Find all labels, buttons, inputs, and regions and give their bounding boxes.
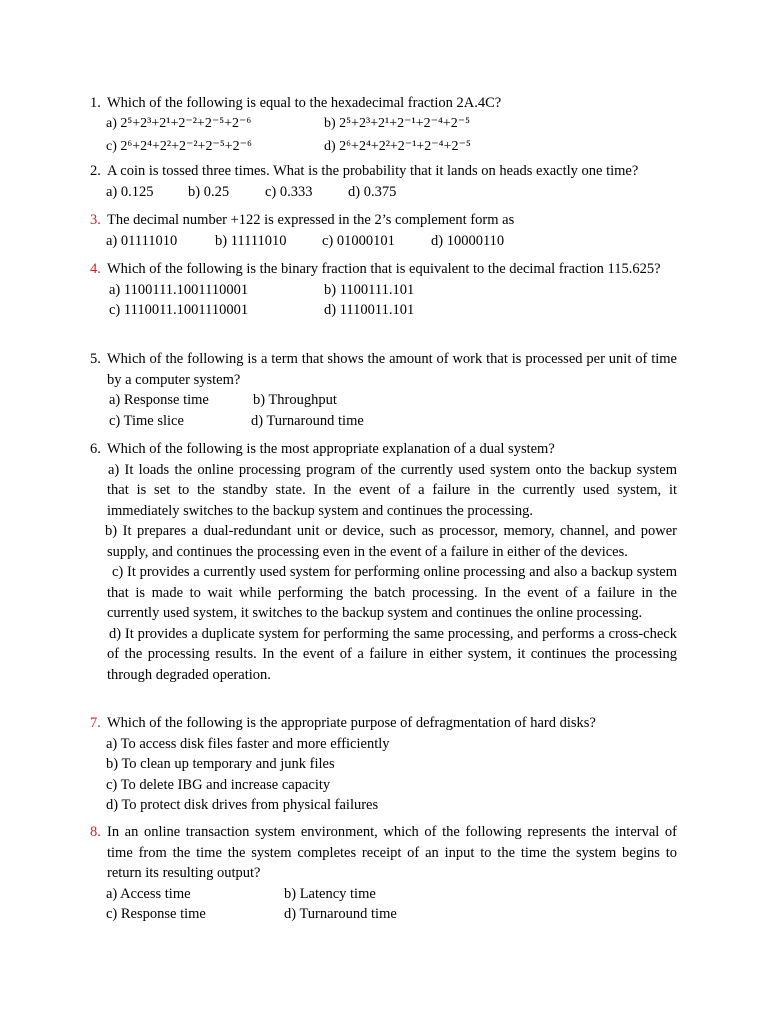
q4-option-a: a) 1100111.1001110001 xyxy=(109,281,249,298)
question-3-number: 3. xyxy=(90,212,101,228)
question-7-text: 7. Which of the following is the appropriate purpose of defragmentation of hard disks? xyxy=(90,713,677,734)
q6-option-c: c) It provides a currently used system for performing online processing and also a backup system that is made to wait while performing the batch processing. In the event of a failure in the currently used system, it switches to the backup system and continues the online processing. xyxy=(107,564,677,621)
question-5 xyxy=(90,349,677,431)
q6-option-a: a) It loads the online processing program of the currently used system onto the backup system that is set to the standby state. In the event of a failure in the currently used system, it immediately switches to the backup system and continues the processing. xyxy=(107,461,677,519)
question-4-number: 4. xyxy=(90,261,101,277)
q7-option-d: d) To protect disk drives from physical failures xyxy=(106,797,379,813)
q8-option-c: c) Response time xyxy=(106,906,206,922)
question-2-text: 2. A coin is tossed three times. What is the probability that it lands on heads exactly one time? xyxy=(90,161,677,182)
question-7 xyxy=(90,713,677,816)
q5-option-c: c) Time slice xyxy=(109,412,184,429)
question-1-number: 1. xyxy=(90,95,101,111)
question-3 xyxy=(90,210,677,251)
question-5-number: 5. xyxy=(90,351,101,367)
q5-option-d: d) Turnaround time xyxy=(251,412,364,429)
q3-option-a: a) 01111010 xyxy=(106,232,178,249)
question-7-number: 7. xyxy=(90,715,101,731)
question-5-text: 5. Which of the following is a term that shows the amount of work that is processed per unit of time by a computer system? xyxy=(90,351,677,388)
q1-option-b: b) 2⁵+2³+2¹+2⁻¹+2⁻⁴+2⁻⁵ xyxy=(324,115,471,131)
question-6 xyxy=(90,439,677,685)
q5-option-a: a) Response time xyxy=(109,392,209,408)
q8-option-d: d) Turnaround time xyxy=(284,906,397,922)
q2-option-a: a) 0.125 xyxy=(106,183,154,200)
q1-option-c: c) 2⁶+2⁴+2²+2⁻²+2⁻⁵+2⁻⁶ xyxy=(106,138,252,154)
q4-option-b: b) 1100111.101 xyxy=(324,281,415,298)
q6-option-b: b) It prepares a dual-redundant unit or device, such as processor, memory, channel, and power supply, and continues the processing even in the event of a failure in either of the devices. xyxy=(105,523,677,560)
q7-option-b: b) To clean up temporary and junk files xyxy=(106,756,335,772)
question-8-text: 8. In an online transaction system environment, which of the following represents the interval of time from the time the system completes receipt of an input to the time the system begins to return its resulting output? xyxy=(90,824,677,881)
q6-option-d: d) It provides a duplicate system for performing the same processing, and performs a cross-check of the processing results. In the event of a failure in either system, it continues the processing through degraded operation. xyxy=(107,625,677,683)
q3-option-b: b) 11111010 xyxy=(215,232,287,249)
question-8 xyxy=(90,822,677,925)
q1-option-a: a) 2⁵+2³+2¹+2⁻²+2⁻⁵+2⁻⁶ xyxy=(106,115,252,131)
q5-option-b: b) Throughput xyxy=(253,392,337,408)
question-1-text: 1. Which of the following is equal to the hexadecimal fraction 2A.4C? xyxy=(90,93,677,114)
q8-option-a: a) Access time xyxy=(106,885,191,902)
question-6-number: 6. xyxy=(90,441,101,457)
question-4 xyxy=(90,259,677,321)
question-4-text: 4. Which of the following is the binary fraction that is equivalent to the decimal fraction 115.625? xyxy=(90,259,677,280)
q3-option-d: d) 10000110 xyxy=(431,232,505,249)
question-1 xyxy=(90,93,677,160)
q7-option-c: c) To delete IBG and increase capacity xyxy=(106,776,331,793)
q4-option-c: c) 1110011.1001110001 xyxy=(109,302,249,318)
question-8-number: 8. xyxy=(90,824,101,840)
question-3-text: 3. The decimal number +122 is expressed in the 2’s complement form as xyxy=(90,210,677,231)
q3-option-c: c) 01000101 xyxy=(322,232,395,249)
q2-option-c: c) 0.333 xyxy=(265,183,313,200)
q2-option-d: d) 0.375 xyxy=(348,183,397,200)
q4-option-d: d) 1110011.101 xyxy=(324,302,415,318)
question-2-number: 2. xyxy=(90,163,101,179)
q8-option-b: b) Latency time xyxy=(284,885,376,902)
question-2 xyxy=(90,161,677,202)
q1-option-d: d) 2⁶+2⁴+2²+2⁻¹+2⁻⁴+2⁻⁵ xyxy=(324,138,471,154)
question-6-text: 6. Which of the following is the most appropriate explanation of a dual system? xyxy=(90,439,677,460)
q7-option-a: a) To access disk files faster and more efficiently xyxy=(106,735,390,752)
q2-option-b: b) 0.25 xyxy=(188,183,230,200)
